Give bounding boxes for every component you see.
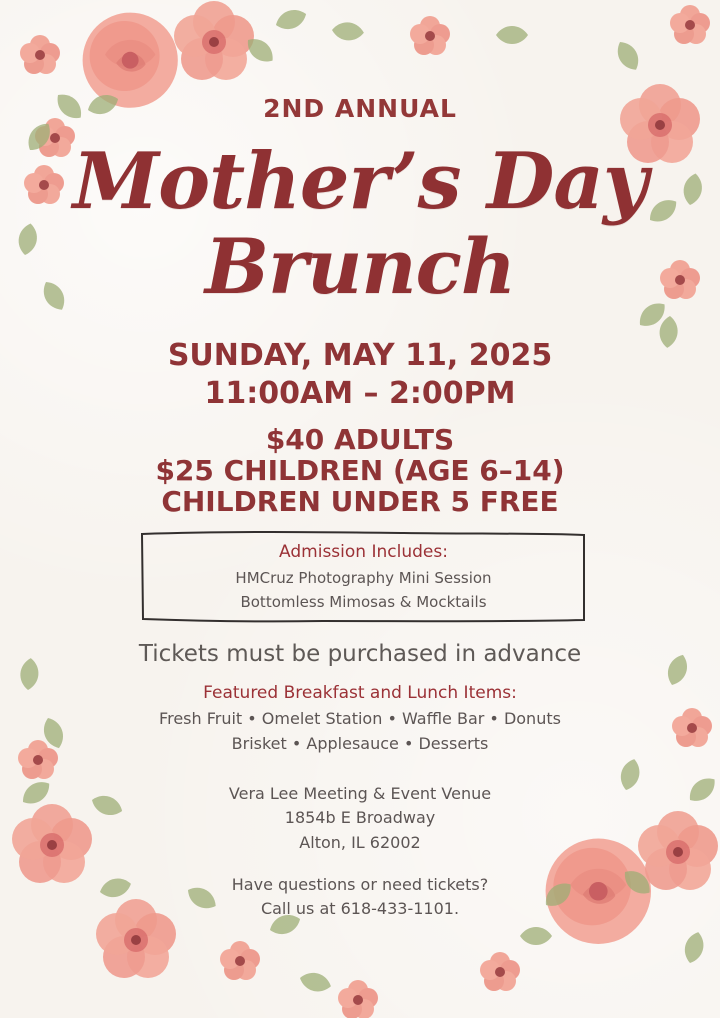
price-adults: $40 ADULTS: [265, 423, 455, 456]
menu-heading: Featured Breakfast and Lunch Items:: [203, 683, 517, 703]
admission-item: Bottomless Mimosas & Mocktails: [240, 593, 487, 611]
ticket-advance-note: Tickets must be purchased in advance: [138, 641, 582, 667]
event-title-line-1: Mother’s Day: [72, 136, 648, 227]
contact-question: Have questions or need tickets?: [231, 875, 489, 894]
event-date: SUNDAY, MAY 11, 2025: [167, 338, 553, 373]
venue-name: Vera Lee Meeting & Event Venue: [228, 784, 492, 803]
admission-title: Admission Includes:: [279, 542, 448, 562]
price-children: $25 CHILDREN (AGE 6–14): [155, 454, 565, 487]
contact-phone-line: Call us at 618-433-1101.: [260, 899, 460, 918]
venue-city: Alton, IL 62002: [299, 833, 421, 852]
menu-items-line-1: Fresh Fruit • Omelet Station • Waffle Bar • Donuts: [159, 709, 561, 728]
admission-item: HMCruz Photography Mini Session: [235, 569, 492, 587]
price-under-five: CHILDREN UNDER 5 FREE: [161, 485, 559, 518]
event-title-line-2: Brunch: [204, 222, 516, 311]
event-time: 11:00AM – 2:00PM: [204, 376, 516, 411]
menu-items-line-2: Brisket • Applesauce • Desserts: [231, 734, 489, 753]
annual-label: 2ND ANNUAL: [263, 94, 457, 123]
admission-box: [140, 530, 587, 624]
venue-street: 1854b E Broadway: [284, 808, 436, 827]
